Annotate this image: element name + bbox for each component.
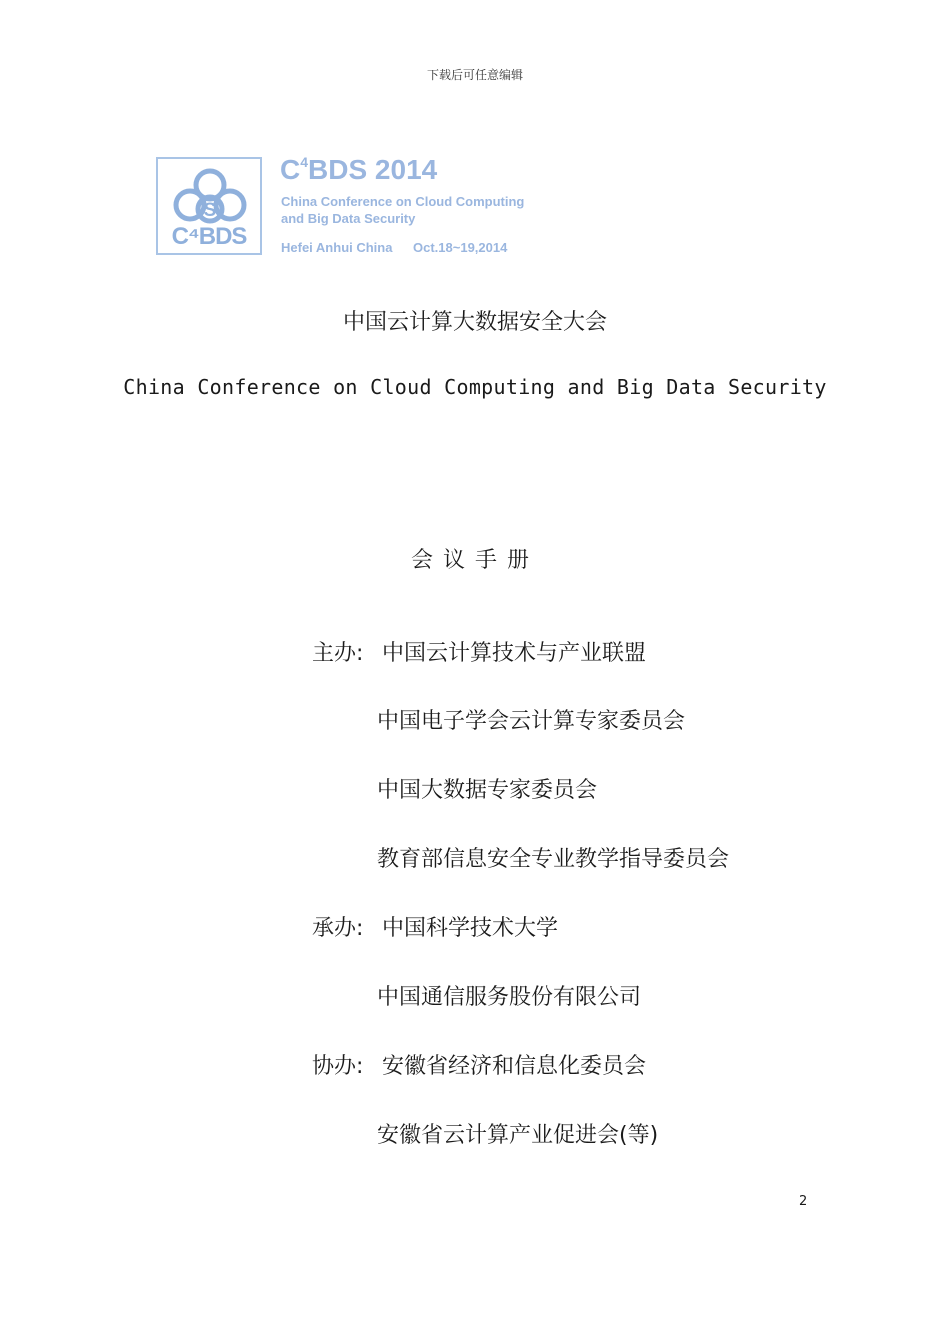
undertake-org-1: 中国科学技术大学 (382, 916, 559, 941)
assist-org-1: 安徽省经济和信息化委员会 (382, 1054, 647, 1079)
conference-logo (156, 157, 262, 255)
logo-badge-text: C⁴BDS (171, 223, 247, 250)
logo-location: Hefei Anhui China (281, 240, 393, 255)
host-org-1: 中国云计算技术与产业联盟 (382, 641, 647, 666)
logo-badge-letter: S (203, 200, 217, 221)
conference-title-cn: 中国云计算大数据安全大会 (342, 310, 607, 335)
host-org-4: 教育部信息安全专业教学指导委员会 (377, 847, 730, 872)
undertake-org-2: 中国通信服务股份有限公司 (377, 985, 642, 1010)
undertake-label: 承办: (312, 916, 364, 941)
host-org-3: 中国大数据专家委员会 (377, 778, 598, 803)
conference-title-en: China Conference on Cloud Computing and Big Data Security (123, 375, 827, 399)
assist-label: 协办: (312, 1054, 364, 1079)
cloud-logo-icon (166, 165, 254, 227)
page-number: 2 (799, 1194, 808, 1209)
host-org-2: 中国电子学会云计算专家委员会 (377, 709, 686, 734)
assist-org-2: 安徽省云计算产业促进会(等) (377, 1123, 659, 1148)
logo-subtitle-line2: and Big Data Security (281, 211, 416, 226)
manual-title: 会议手册 (410, 548, 539, 573)
logo-subtitle-line1: China Conference on Cloud Computing (281, 194, 525, 209)
logo-title: $C^4BDS$ 2014 (280, 154, 438, 185)
logo-date: Oct.18~19,2014 (413, 240, 508, 255)
host-label: 主办: (312, 641, 364, 666)
header-note: 下载后可任意编辑 (426, 68, 523, 82)
